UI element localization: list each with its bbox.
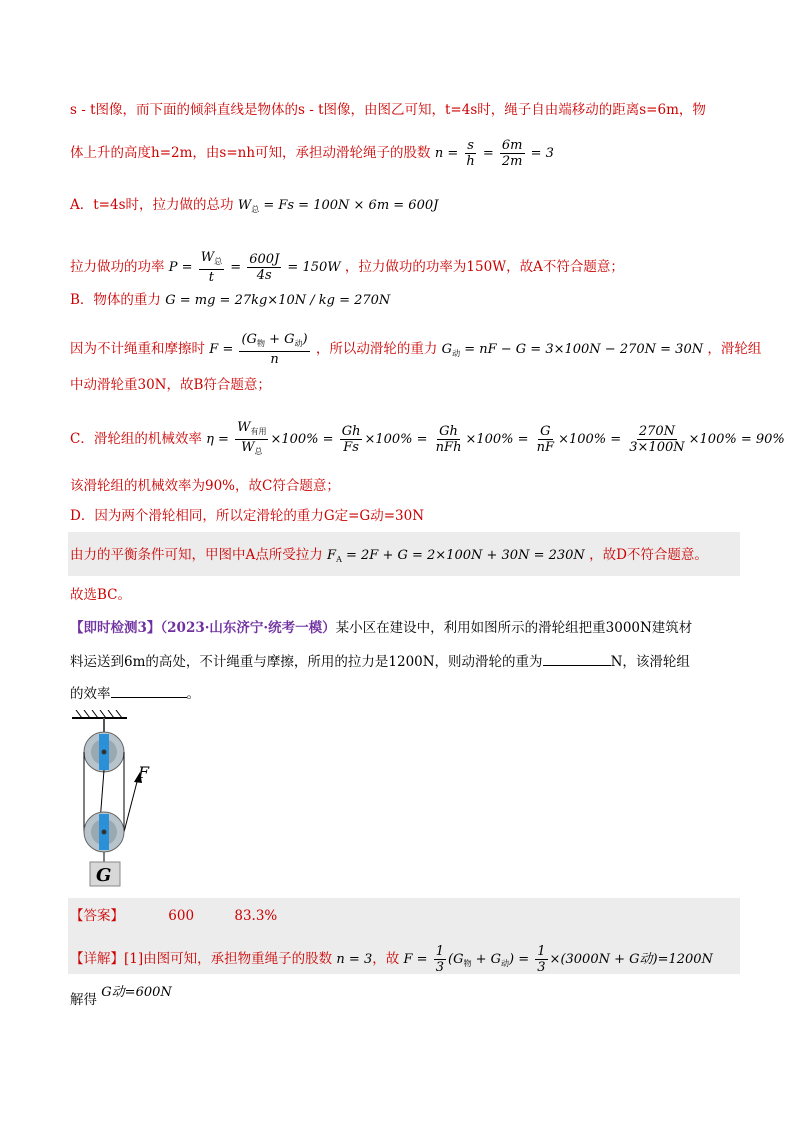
option-a-power-line	[70, 250, 730, 285]
force-label: F	[138, 763, 150, 782]
answer-blank-2[interactable]	[111, 683, 187, 698]
power-conclusion: ，拉力做功的功率为150W，故A不符合题意；	[344, 259, 624, 275]
problem-text-3b: 。	[186, 686, 200, 702]
option-b-line-3: 中动滑轮重30N，故B符合题意；	[70, 377, 271, 393]
problem-text-1: 某小区在建设中，利用如图所示的滑轮组把重3000N建筑材	[335, 620, 693, 636]
n-formula: n = $\frac{s}{h}$ = $\frac{6m}{2m}$ = 3	[434, 138, 554, 169]
d2-end: ，故D不符合题意。	[589, 547, 708, 563]
problem-tag: 【即时检测3】	[70, 620, 161, 636]
detail-mid: ，故	[372, 951, 400, 967]
option-a-label: A．t=4s时，拉力做的总功	[70, 197, 234, 213]
option-b-line	[70, 290, 730, 311]
answer-label: 【答案】	[70, 908, 124, 924]
option-c-line-2: 该滑轮组的机械效率为90%，故C符合题意；	[70, 478, 340, 494]
solve-line	[70, 985, 730, 1011]
option-d-line-2	[70, 545, 730, 570]
problem-text-2b: N，该滑轮组	[610, 654, 690, 670]
answer-value-2: 83.3%	[234, 908, 278, 924]
b2-end: ，滑轮组	[707, 341, 762, 357]
detail-n: n = 3	[336, 952, 373, 967]
analysis-line-1: s - t图像，而下面的倾斜直线是物体的s - t图像，由图乙可知，t=4s时，绳子自由端移动的距离s=6m，物	[70, 102, 706, 118]
option-c-line	[70, 420, 785, 459]
problem-text-3: 的效率	[70, 686, 111, 702]
pulley-weight-formula: $G_动$ = nF − G = 3×100N − 270N = 30N	[441, 342, 704, 358]
ceiling-hatch	[76, 710, 122, 718]
answer-line	[70, 906, 730, 926]
b2-text: 因为不计绳重和摩擦时	[70, 341, 205, 357]
option-b-label: B．物体的重力	[70, 292, 161, 308]
detail-formula: F = $\frac{1}{3}$ $(G_物 + G_动)$ = $\frac{1}{3}$ ×(3000N + G动)=1200N	[403, 944, 713, 975]
problem-line-2	[70, 651, 730, 672]
conclusion-line: 故选BC。	[70, 587, 132, 603]
pulley-diagram	[72, 710, 172, 888]
force-formula: F = $\frac{(G_物 + G_动)}{n}$	[209, 332, 308, 367]
detail-text: [1]由图可知，承担物重绳子的股数	[124, 951, 333, 967]
detail-line	[70, 944, 730, 975]
work-formula: $W_总 = Fs = 100N \times 6m = 600J$	[237, 198, 439, 214]
power-text: 拉力做功的功率	[70, 259, 165, 275]
d2-text: 由力的平衡条件可知，甲图中A点所受拉力	[70, 547, 323, 563]
gravity-formula: G = mg = 27kg×10N / kg = 270N	[165, 293, 391, 308]
option-b-line-2	[70, 332, 762, 367]
problem-source: （2023·山东济宁·统考一模）	[160, 620, 336, 636]
option-c-label: C．滑轮组的机械效率	[70, 431, 202, 447]
analysis-line-2-text: 体上升的高度h=2m，由s=nh可知，承担动滑轮绳子的股数	[70, 145, 431, 161]
force-rope	[124, 778, 138, 832]
analysis-line-2	[70, 138, 730, 169]
b2-mid: ，所以动滑轮的重力	[315, 341, 438, 357]
problem-line-3	[70, 683, 730, 704]
option-a-line	[70, 195, 730, 220]
efficiency-formula: η = $\frac{W_{有用}}{W_总}$ ×100% = $\frac{Gh}{Fs}$ ×100% = $\frac{Gh}{\text{nFh}}$ ×100% = $\frac{G}{nF}$ ×100% = $\frac{270N}{3\times 100N}$ ×100% = 90%	[206, 420, 785, 456]
option-d-line: D．因为两个滑轮相同，所以定滑轮的重力G定=G动=30N	[70, 508, 425, 524]
answer-value-1: 600	[168, 908, 195, 924]
answer-blank-1[interactable]	[543, 651, 611, 666]
problem-line-1	[70, 618, 730, 638]
solve-label: 解得	[70, 992, 97, 1008]
problem-text-2: 料运送到6m的高处，不计绳重与摩擦，所用的拉力是1200N，则动滑轮的重为	[70, 654, 543, 670]
weight-label: G	[96, 865, 112, 886]
power-formula: P = $\frac{W_总}{t}$ = $\frac{600J}{4s}$ = 150W	[168, 250, 341, 285]
solve-result: G动=600N	[101, 985, 172, 1000]
detail-label: 【详解】	[70, 951, 124, 967]
fa-formula: $F_A = 2F + G = 2\times 100N + 30N = 230N$	[327, 548, 585, 564]
